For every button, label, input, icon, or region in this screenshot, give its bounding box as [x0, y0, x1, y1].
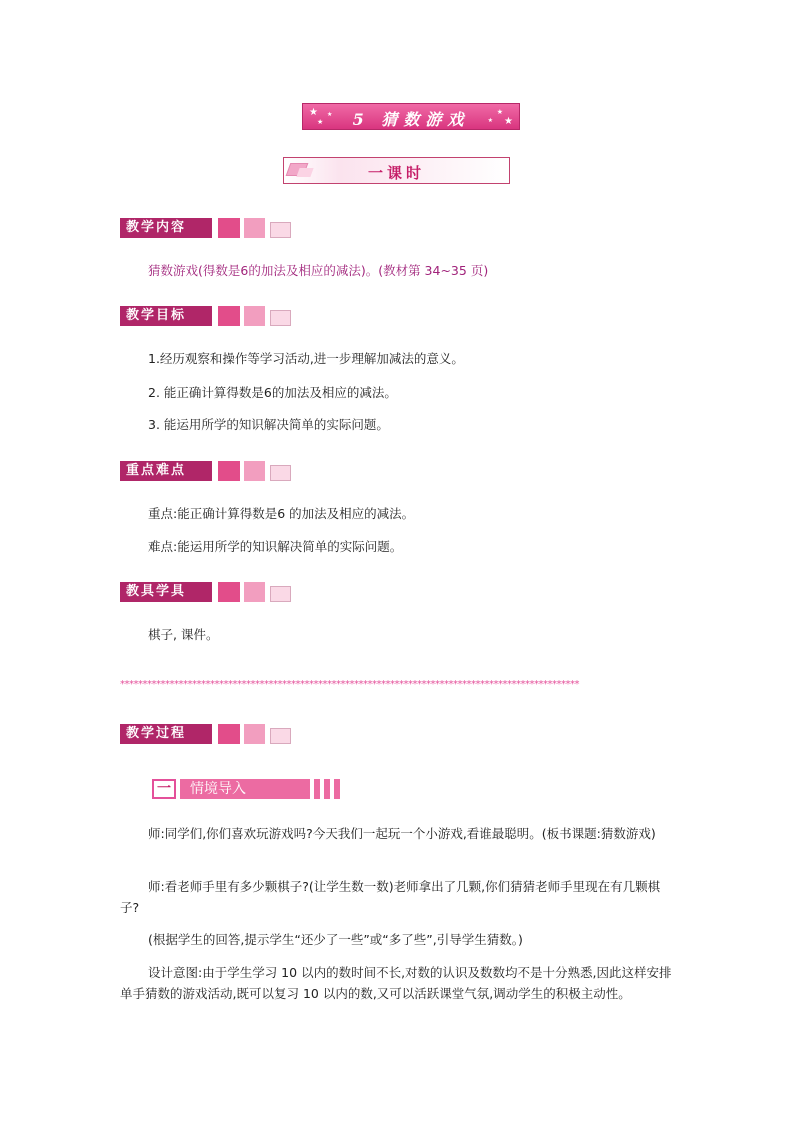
star-icon: ★ — [327, 111, 333, 118]
star-icon: ★ — [487, 117, 493, 124]
star-icon: ★ — [496, 108, 503, 116]
decorative-square — [218, 306, 240, 326]
goal-item: 2. 能正确计算得数是6的加法及相应的减法。 — [148, 385, 397, 400]
decorative-stripe — [334, 779, 340, 799]
subsection-title: 情境导入 — [180, 779, 310, 799]
goal-item: 3. 能运用所学的知识解决简单的实际问题。 — [148, 417, 389, 432]
decorative-square — [218, 582, 240, 602]
decorative-square — [244, 582, 265, 602]
decorative-square — [218, 218, 240, 238]
section-heading: 教学内容 — [120, 218, 212, 238]
paragraph: 设计意图:由于学生学习 10 以内的数时间不长,对数的认识及数数均不是十分熟悉,因此这样安排单手猜数的游戏活动,既可以复习 10 以内的数,又可以活跃课堂气氛,调动学生的积极主动性。 — [120, 965, 672, 1001]
content-line: 猜数游戏(得数是6的加法及相应的减法)。(教材第 34~35 页) — [148, 263, 489, 278]
chapter-title: 5 猜数游戏 — [352, 110, 470, 129]
lesson-label: 一课时 — [367, 164, 425, 182]
tools-line: 棋子, 课件。 — [148, 627, 219, 642]
paragraph: 师:看老师手里有多少颗棋子?(让学生数一数)老师拿出了几颗,你们猜猜老师手里现在有几颗棋子? — [120, 879, 661, 915]
section-heading: 重点难点 — [120, 461, 212, 481]
paragraph: (根据学生的回答,提示学生“还少了一些”或“多了些”,引导学生猜数。) — [148, 932, 523, 947]
subsection-number: 一 — [152, 779, 176, 799]
section-heading: 教学过程 — [120, 724, 212, 744]
star-icon: ★ — [309, 107, 318, 118]
paragraph: 师:同学们,你们喜欢玩游戏吗?今天我们一起玩一个小游戏,看谁最聪明。(板书课题:猜数游戏) — [148, 826, 656, 841]
decorative-stripe — [314, 779, 320, 799]
lesson-subtitle-box — [283, 157, 510, 184]
decorative-square — [244, 724, 265, 744]
chapter-title-banner — [302, 103, 520, 130]
decorative-square — [270, 310, 291, 326]
star-icon: ★ — [317, 118, 324, 126]
decorative-square — [244, 218, 265, 238]
decorative-square — [218, 461, 240, 481]
decorative-square — [244, 306, 265, 326]
difficult-point: 难点:能运用所学的知识解决简单的实际问题。 — [148, 539, 403, 554]
key-point: 重点:能正确计算得数是6 的加法及相应的减法。 — [148, 506, 415, 521]
decorative-square — [218, 724, 240, 744]
decorative-square — [270, 728, 291, 744]
decorative-square — [270, 465, 291, 481]
decorative-square — [270, 586, 291, 602]
subsection-bar — [152, 779, 342, 799]
goal-item: 1.经历观察和操作等学习活动,进一步理解加减法的意义。 — [148, 351, 464, 366]
star-divider: ****************************************************************************************************** — [120, 680, 579, 690]
decorative-stripe — [324, 779, 330, 799]
decorative-square — [270, 222, 291, 238]
section-heading: 教具学具 — [120, 582, 212, 602]
decorative-square — [244, 461, 265, 481]
section-heading: 教学目标 — [120, 306, 212, 326]
star-icon: ★ — [504, 116, 513, 127]
